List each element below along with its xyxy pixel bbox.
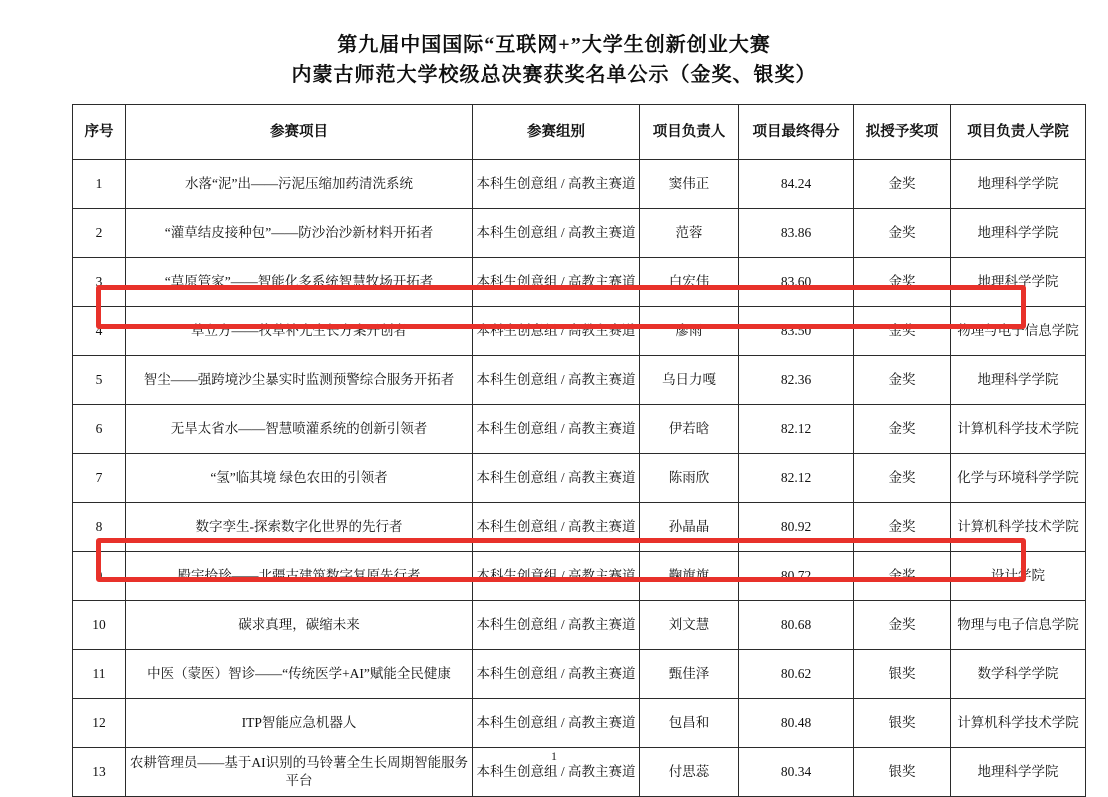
table-row	[73, 405, 1086, 454]
cell-project: 水落“泥”出——污泥压缩加药清洗系统	[126, 160, 473, 209]
table-row	[73, 209, 1086, 258]
cell-award: 金奖	[854, 405, 951, 454]
cell-project: “灌草结皮接种包”——防沙治沙新材料开拓者	[126, 209, 473, 258]
table-row-highlighted	[73, 601, 1086, 650]
cell-index: 2	[73, 209, 126, 258]
title-line-2: 内蒙古师范大学校级总决赛获奖名单公示（金奖、银奖）	[291, 64, 817, 86]
cell-college: 物理与电子信息学院	[951, 307, 1086, 356]
cell-award: 金奖	[854, 160, 951, 209]
cell-index: 4	[73, 307, 126, 356]
cell-leader: 陈雨欣	[640, 454, 739, 503]
cell-score: 84.24	[739, 160, 854, 209]
column-header-college: 项目负责人学院	[951, 105, 1086, 160]
award-list-table	[72, 104, 1086, 797]
cell-project: 碳求真理，碳缩未来	[126, 601, 473, 650]
cell-group: 本科生创意组 / 高教主赛道	[473, 601, 640, 650]
cell-leader: 乌日力嘎	[640, 356, 739, 405]
cell-group: 本科生创意组 / 高教主赛道	[473, 307, 640, 356]
cell-score: 82.36	[739, 356, 854, 405]
table-row	[73, 258, 1086, 307]
cell-leader: 窦伟正	[640, 160, 739, 209]
cell-award: 金奖	[854, 258, 951, 307]
cell-index: 1	[73, 160, 126, 209]
cell-leader: 包昌和	[640, 699, 739, 748]
cell-index: 3	[73, 258, 126, 307]
cell-group: 本科生创意组 / 高教主赛道	[473, 650, 640, 699]
cell-award: 金奖	[854, 209, 951, 258]
table-row	[73, 356, 1086, 405]
cell-project: 草立方——牧草补光生长方案开创者	[126, 307, 473, 356]
column-header-index: 序号	[73, 105, 126, 160]
cell-group: 本科生创意组 / 高教主赛道	[473, 503, 640, 552]
cell-index: 8	[73, 503, 126, 552]
cell-college: 地理科学学院	[951, 258, 1086, 307]
cell-college: 设计学院	[951, 552, 1086, 601]
cell-score: 80.62	[739, 650, 854, 699]
cell-college: 数学科学学院	[951, 650, 1086, 699]
table-row	[73, 454, 1086, 503]
column-header-score: 项目最终得分	[739, 105, 854, 160]
cell-index: 5	[73, 356, 126, 405]
cell-group: 本科生创意组 / 高教主赛道	[473, 552, 640, 601]
cell-group: 本科生创意组 / 高教主赛道	[473, 258, 640, 307]
cell-award: 金奖	[854, 454, 951, 503]
cell-award: 银奖	[854, 650, 951, 699]
cell-leader: 刘文慧	[640, 601, 739, 650]
cell-score: 80.92	[739, 503, 854, 552]
cell-project: 殿宇拾珍——北疆古建筑数字复原先行者	[126, 552, 473, 601]
cell-award: 金奖	[854, 503, 951, 552]
cell-college: 地理科学学院	[951, 160, 1086, 209]
cell-group: 本科生创意组 / 高教主赛道	[473, 748, 640, 797]
cell-score: 82.12	[739, 405, 854, 454]
cell-award: 金奖	[854, 552, 951, 601]
column-header-group: 参赛组别	[473, 105, 640, 160]
cell-college: 计算机科学技术学院	[951, 503, 1086, 552]
cell-leader: 白宏伟	[640, 258, 739, 307]
cell-score: 80.72	[739, 552, 854, 601]
table-row	[73, 160, 1086, 209]
cell-leader: 鞠旗旗	[640, 552, 739, 601]
cell-college: 计算机科学技术学院	[951, 699, 1086, 748]
cell-index: 6	[73, 405, 126, 454]
page-number: 1	[551, 749, 557, 763]
cell-leader: 伊若晗	[640, 405, 739, 454]
cell-score: 83.60	[739, 258, 854, 307]
cell-project: 智尘——强跨境沙尘暴实时监测预警综合服务开拓者	[126, 356, 473, 405]
cell-project: “氢”临其境 绿色农田的引领者	[126, 454, 473, 503]
cell-award: 银奖	[854, 699, 951, 748]
cell-leader: 范蓉	[640, 209, 739, 258]
cell-project: 中医（蒙医）智诊——“传统医学+AI”赋能全民健康	[126, 650, 473, 699]
column-header-leader: 项目负责人	[640, 105, 739, 160]
cell-project: ITP智能应急机器人	[126, 699, 473, 748]
cell-group: 本科生创意组 / 高教主赛道	[473, 356, 640, 405]
table-row	[73, 503, 1086, 552]
column-header-project: 参赛项目	[126, 105, 473, 160]
cell-index: 11	[73, 650, 126, 699]
cell-score: 80.68	[739, 601, 854, 650]
cell-score: 80.34	[739, 748, 854, 797]
cell-college: 地理科学学院	[951, 748, 1086, 797]
cell-project: 无旱太省水——智慧喷灌系统的创新引领者	[126, 405, 473, 454]
table-row	[73, 650, 1086, 699]
cell-index: 7	[73, 454, 126, 503]
cell-score: 83.86	[739, 209, 854, 258]
cell-leader: 廖雨	[640, 307, 739, 356]
cell-project: 数字孪生-探索数字化世界的先行者	[126, 503, 473, 552]
cell-index: 9	[73, 552, 126, 601]
cell-leader: 付思蕊	[640, 748, 739, 797]
cell-project: 农耕管理员——基于AI识别的马铃薯全生长周期智能服务平台	[126, 748, 473, 797]
cell-college: 物理与电子信息学院	[951, 601, 1086, 650]
cell-group: 本科生创意组 / 高教主赛道	[473, 699, 640, 748]
cell-award: 银奖	[854, 748, 951, 797]
cell-index: 13	[73, 748, 126, 797]
table-header	[73, 105, 1086, 160]
cell-college: 化学与环境科学学院	[951, 454, 1086, 503]
cell-leader: 甄佳泽	[640, 650, 739, 699]
cell-score: 83.50	[739, 307, 854, 356]
cell-award: 金奖	[854, 601, 951, 650]
cell-group: 本科生创意组 / 高教主赛道	[473, 209, 640, 258]
cell-leader: 孙晶晶	[640, 503, 739, 552]
cell-college: 地理科学学院	[951, 209, 1086, 258]
column-header-award: 拟授予奖项	[854, 105, 951, 160]
cell-award: 金奖	[854, 356, 951, 405]
cell-college: 地理科学学院	[951, 356, 1086, 405]
cell-project: “草原管家”——智能化多系统智慧牧场开拓者	[126, 258, 473, 307]
table-body	[73, 160, 1086, 797]
document-title	[72, 30, 1036, 90]
cell-award: 金奖	[854, 307, 951, 356]
table-row	[73, 552, 1086, 601]
cell-group: 本科生创意组 / 高教主赛道	[473, 160, 640, 209]
cell-index: 12	[73, 699, 126, 748]
cell-college: 计算机科学技术学院	[951, 405, 1086, 454]
table-row	[73, 699, 1086, 748]
table-row-highlighted	[73, 307, 1086, 356]
cell-group: 本科生创意组 / 高教主赛道	[473, 405, 640, 454]
cell-group: 本科生创意组 / 高教主赛道	[473, 454, 640, 503]
cell-score: 80.48	[739, 699, 854, 748]
table-header-row	[73, 105, 1086, 160]
cell-score: 82.12	[739, 454, 854, 503]
cell-index: 10	[73, 601, 126, 650]
title-line-1: 第九届中国国际“互联网+”大学生创新创业大赛	[337, 34, 771, 56]
